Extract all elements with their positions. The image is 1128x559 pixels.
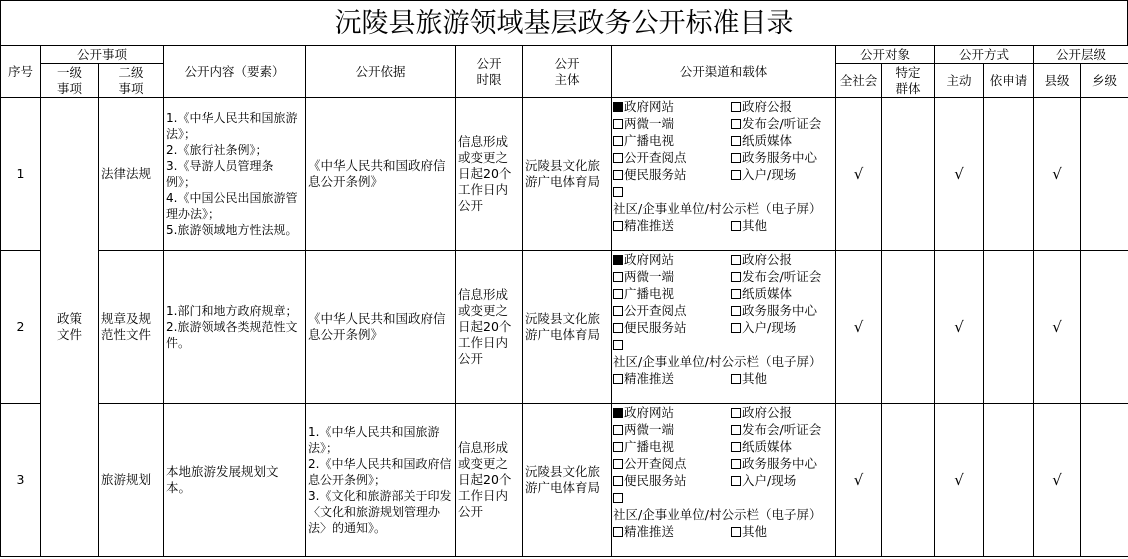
header-level1 [41,64,99,98]
header-seq: 序号 [1,46,41,98]
channel-option-label: 精准推送 [624,371,675,386]
header-subject [523,46,612,98]
channel-option-label: 政府公报 [742,405,793,420]
channel-option-label: 其他 [742,371,768,386]
unchecked-box-icon [613,221,623,231]
unchecked-box-icon [731,221,741,231]
row-basis-text: 《中华人民共和国政府信息公开条例》 [308,158,446,189]
header-tier-county: 县级 [1034,64,1081,98]
row-content [164,251,306,404]
empty-tier-township [1081,251,1128,404]
row-channels [612,251,836,404]
row-time-limit-text: 信息形成或变更之日起20个工作日内公开 [458,134,512,213]
check-tier-county: √ [1034,251,1081,404]
channel-option [731,98,831,115]
channel-option-label: 两微一端 [624,116,675,131]
row-channels [612,98,836,251]
row-level2: 法律法规 [99,98,164,251]
channel-option-label: 政府公报 [742,99,793,114]
channel-option-label: 政务服务中心 [742,456,818,471]
unchecked-box-icon [613,187,623,197]
channel-option [613,217,731,234]
checked-box-icon [613,408,623,418]
channel-option [613,251,731,268]
check-tier-county: √ [1034,404,1081,557]
header-audience-group: 公开对象 [836,46,935,64]
category-text: 政策文件 [56,311,82,342]
channel-option [613,336,831,370]
channel-option [731,217,831,234]
check-audience-all: √ [836,251,882,404]
header-audience-specific-text: 特定群体 [895,64,921,96]
channel-option [613,149,731,166]
unchecked-box-icon [731,323,741,333]
channel-option-label: 纸质媒体 [742,439,793,454]
check-mode-active: √ [935,98,984,251]
row-seq: 1 [1,98,41,251]
unchecked-box-icon [613,374,623,384]
channel-option [613,132,731,149]
channel-option [731,302,831,319]
unchecked-box-icon [613,476,623,486]
channel-option [731,404,831,421]
channel-option [731,523,831,540]
channel-option-label: 公开查阅点 [624,150,687,165]
channel-option [731,370,831,387]
header-time-limit-text: 公开时限 [476,55,502,87]
channel-option-label: 两微一端 [624,269,675,284]
unchecked-box-icon [731,442,741,452]
channel-option-label: 社区/企事业单位/村公示栏（电子屏） [613,507,822,522]
row-subject [523,98,612,251]
row-time-limit [456,98,523,251]
channel-option-label: 广播电视 [624,133,675,148]
empty-mode-request [984,404,1034,557]
channel-option-label: 两微一端 [624,422,675,437]
channel-list [613,98,834,234]
channel-option [731,166,831,183]
channel-option-label: 政府网站 [624,99,675,114]
unchecked-box-icon [731,153,741,163]
unchecked-box-icon [613,289,623,299]
channel-option [613,115,731,132]
channel-option-label: 入户/现场 [742,473,797,488]
check-tier-county: √ [1034,98,1081,251]
row-level2: 规章及规范性文件 [99,251,164,404]
row-subject-text: 沅陵县文化旅游广电体育局 [525,158,601,189]
empty-audience-specific [882,404,935,557]
channel-list [613,404,834,540]
channel-option [613,455,731,472]
channel-option-label: 其他 [742,524,768,539]
row-subject-text: 沅陵县文化旅游广电体育局 [525,464,601,495]
channel-option [613,302,731,319]
checked-box-icon [613,255,623,265]
channel-option [613,489,831,523]
channel-option [613,285,731,302]
header-level1-text: 一级事项 [56,64,82,96]
unchecked-box-icon [613,493,623,503]
table-row [1,404,1128,557]
unchecked-box-icon [613,323,623,333]
channel-option-label: 入户/现场 [742,167,797,182]
category-cell [41,98,99,557]
channel-option [613,319,731,336]
unchecked-box-icon [731,306,741,316]
channel-option [613,421,731,438]
empty-tier-township [1081,404,1128,557]
channel-option [613,183,831,217]
channel-option-label: 纸质媒体 [742,286,793,301]
channel-option [613,166,731,183]
channel-option [731,438,831,455]
unchecked-box-icon [613,119,623,129]
table-row [1,98,1128,251]
channel-option-label: 发布会/听证会 [742,422,822,437]
catalog-table [0,45,1128,557]
header-basis: 公开依据 [306,46,456,98]
unchecked-box-icon [613,153,623,163]
channel-option [731,319,831,336]
channel-option [731,115,831,132]
empty-audience-specific [882,251,935,404]
row-subject [523,251,612,404]
row-content-text: 本地旅游发展规划文本。 [166,464,279,495]
empty-tier-township [1081,98,1128,251]
row-time-limit-text: 信息形成或变更之日起20个工作日内公开 [458,440,512,519]
unchecked-box-icon [613,442,623,452]
channel-option-label: 便民服务站 [624,167,687,182]
header-subject-text: 公开主体 [554,55,580,87]
unchecked-box-icon [613,527,623,537]
row-channels [612,404,836,557]
header-audience-all: 全社会 [836,64,882,98]
unchecked-box-icon [613,459,623,469]
row-seq: 2 [1,251,41,404]
header-mode-request: 依申请 [984,64,1034,98]
row-content-text: 1.《中华人民共和国旅游法》； 2.《旅行社条例》； 3.《导游人员管理条例》； 4.《中国公民出国旅游管理办法》； 5.旅游领域地方性法规。 [166,111,298,237]
empty-mode-request [984,98,1034,251]
channel-option-label: 入户/现场 [742,320,797,335]
checked-box-icon [613,102,623,112]
channel-option [731,285,831,302]
unchecked-box-icon [731,136,741,146]
channel-option-label: 广播电视 [624,439,675,454]
header-audience-specific [882,64,935,98]
header-level2-text: 二级事项 [118,64,144,96]
channel-option [613,370,731,387]
row-basis [306,404,456,557]
unchecked-box-icon [731,425,741,435]
channel-option-label: 广播电视 [624,286,675,301]
header-channels: 公开渠道和载体 [612,46,836,98]
row-level2: 旅游规划 [99,404,164,557]
channel-option [613,438,731,455]
page-title: 沅陵县旅游领域基层政务公开标准目录 [0,0,1128,45]
channel-option [731,472,831,489]
channel-option-label: 纸质媒体 [742,133,793,148]
channel-option [731,455,831,472]
channel-option-label: 政务服务中心 [742,150,818,165]
row-time-limit [456,404,523,557]
row-time-limit [456,251,523,404]
channel-option [731,149,831,166]
row-basis [306,251,456,404]
channel-option [731,251,831,268]
channel-option-label: 社区/企事业单位/村公示栏（电子屏） [613,201,822,216]
channel-option [731,268,831,285]
header-content: 公开内容（要素） [164,46,306,98]
row-content-text: 1.部门和地方政府规章； 2.旅游领域各类规范性文件。 [166,304,298,350]
unchecked-box-icon [731,170,741,180]
check-audience-all: √ [836,404,882,557]
channel-option-label: 精准推送 [624,218,675,233]
channel-option-label: 政府公报 [742,252,793,267]
unchecked-box-icon [731,119,741,129]
header-mode-group: 公开方式 [935,46,1034,64]
unchecked-box-icon [613,306,623,316]
channel-option-label: 社区/企事业单位/村公示栏（电子屏） [613,354,822,369]
unchecked-box-icon [731,476,741,486]
channel-option-label: 公开查阅点 [624,303,687,318]
channel-option-label: 政府网站 [624,405,675,420]
unchecked-box-icon [613,272,623,282]
channel-option [613,472,731,489]
channel-option-label: 便民服务站 [624,320,687,335]
row-subject [523,404,612,557]
unchecked-box-icon [613,425,623,435]
row-basis-text: 《中华人民共和国政府信息公开条例》 [308,311,446,342]
channel-option-label: 发布会/听证会 [742,116,822,131]
unchecked-box-icon [731,102,741,112]
header-mode-active: 主动 [935,64,984,98]
channel-option-label: 政务服务中心 [742,303,818,318]
header-time-limit [456,46,523,98]
unchecked-box-icon [731,527,741,537]
header-level2 [99,64,164,98]
unchecked-box-icon [731,272,741,282]
unchecked-box-icon [731,255,741,265]
channel-option-label: 其他 [742,218,768,233]
row-content [164,98,306,251]
row-basis-text: 1.《中华人民共和国旅游法》； 2.《中华人民共和国政府信息公开条例》； 3.《文化和旅游部关于印发〈文化和旅游规划管理办法〉的通知》。 [308,425,452,535]
check-audience-all: √ [836,98,882,251]
channel-option-label: 政府网站 [624,252,675,267]
unchecked-box-icon [613,170,623,180]
empty-audience-specific [882,98,935,251]
unchecked-box-icon [613,136,623,146]
row-seq: 3 [1,404,41,557]
channel-option [613,268,731,285]
channel-option [613,523,731,540]
row-content [164,404,306,557]
header-tier-group: 公开层级 [1034,46,1128,64]
check-mode-active: √ [935,251,984,404]
channel-option-label: 精准推送 [624,524,675,539]
unchecked-box-icon [613,340,623,350]
channel-option [613,98,731,115]
channel-option [731,132,831,149]
header-row-1 [1,46,1128,64]
channel-option-label: 发布会/听证会 [742,269,822,284]
check-mode-active: √ [935,404,984,557]
channel-option-label: 便民服务站 [624,473,687,488]
row-basis [306,98,456,251]
row-time-limit-text: 信息形成或变更之日起20个工作日内公开 [458,287,512,366]
channel-option-label: 公开查阅点 [624,456,687,471]
channel-option [731,421,831,438]
row-subject-text: 沅陵县文化旅游广电体育局 [525,311,601,342]
table-row [1,251,1128,404]
channel-option [613,404,731,421]
unchecked-box-icon [731,374,741,384]
unchecked-box-icon [731,459,741,469]
channel-list [613,251,834,387]
unchecked-box-icon [731,408,741,418]
unchecked-box-icon [731,289,741,299]
header-items-group: 公开事项 [41,46,164,64]
empty-mode-request [984,251,1034,404]
header-tier-township: 乡级 [1081,64,1128,98]
